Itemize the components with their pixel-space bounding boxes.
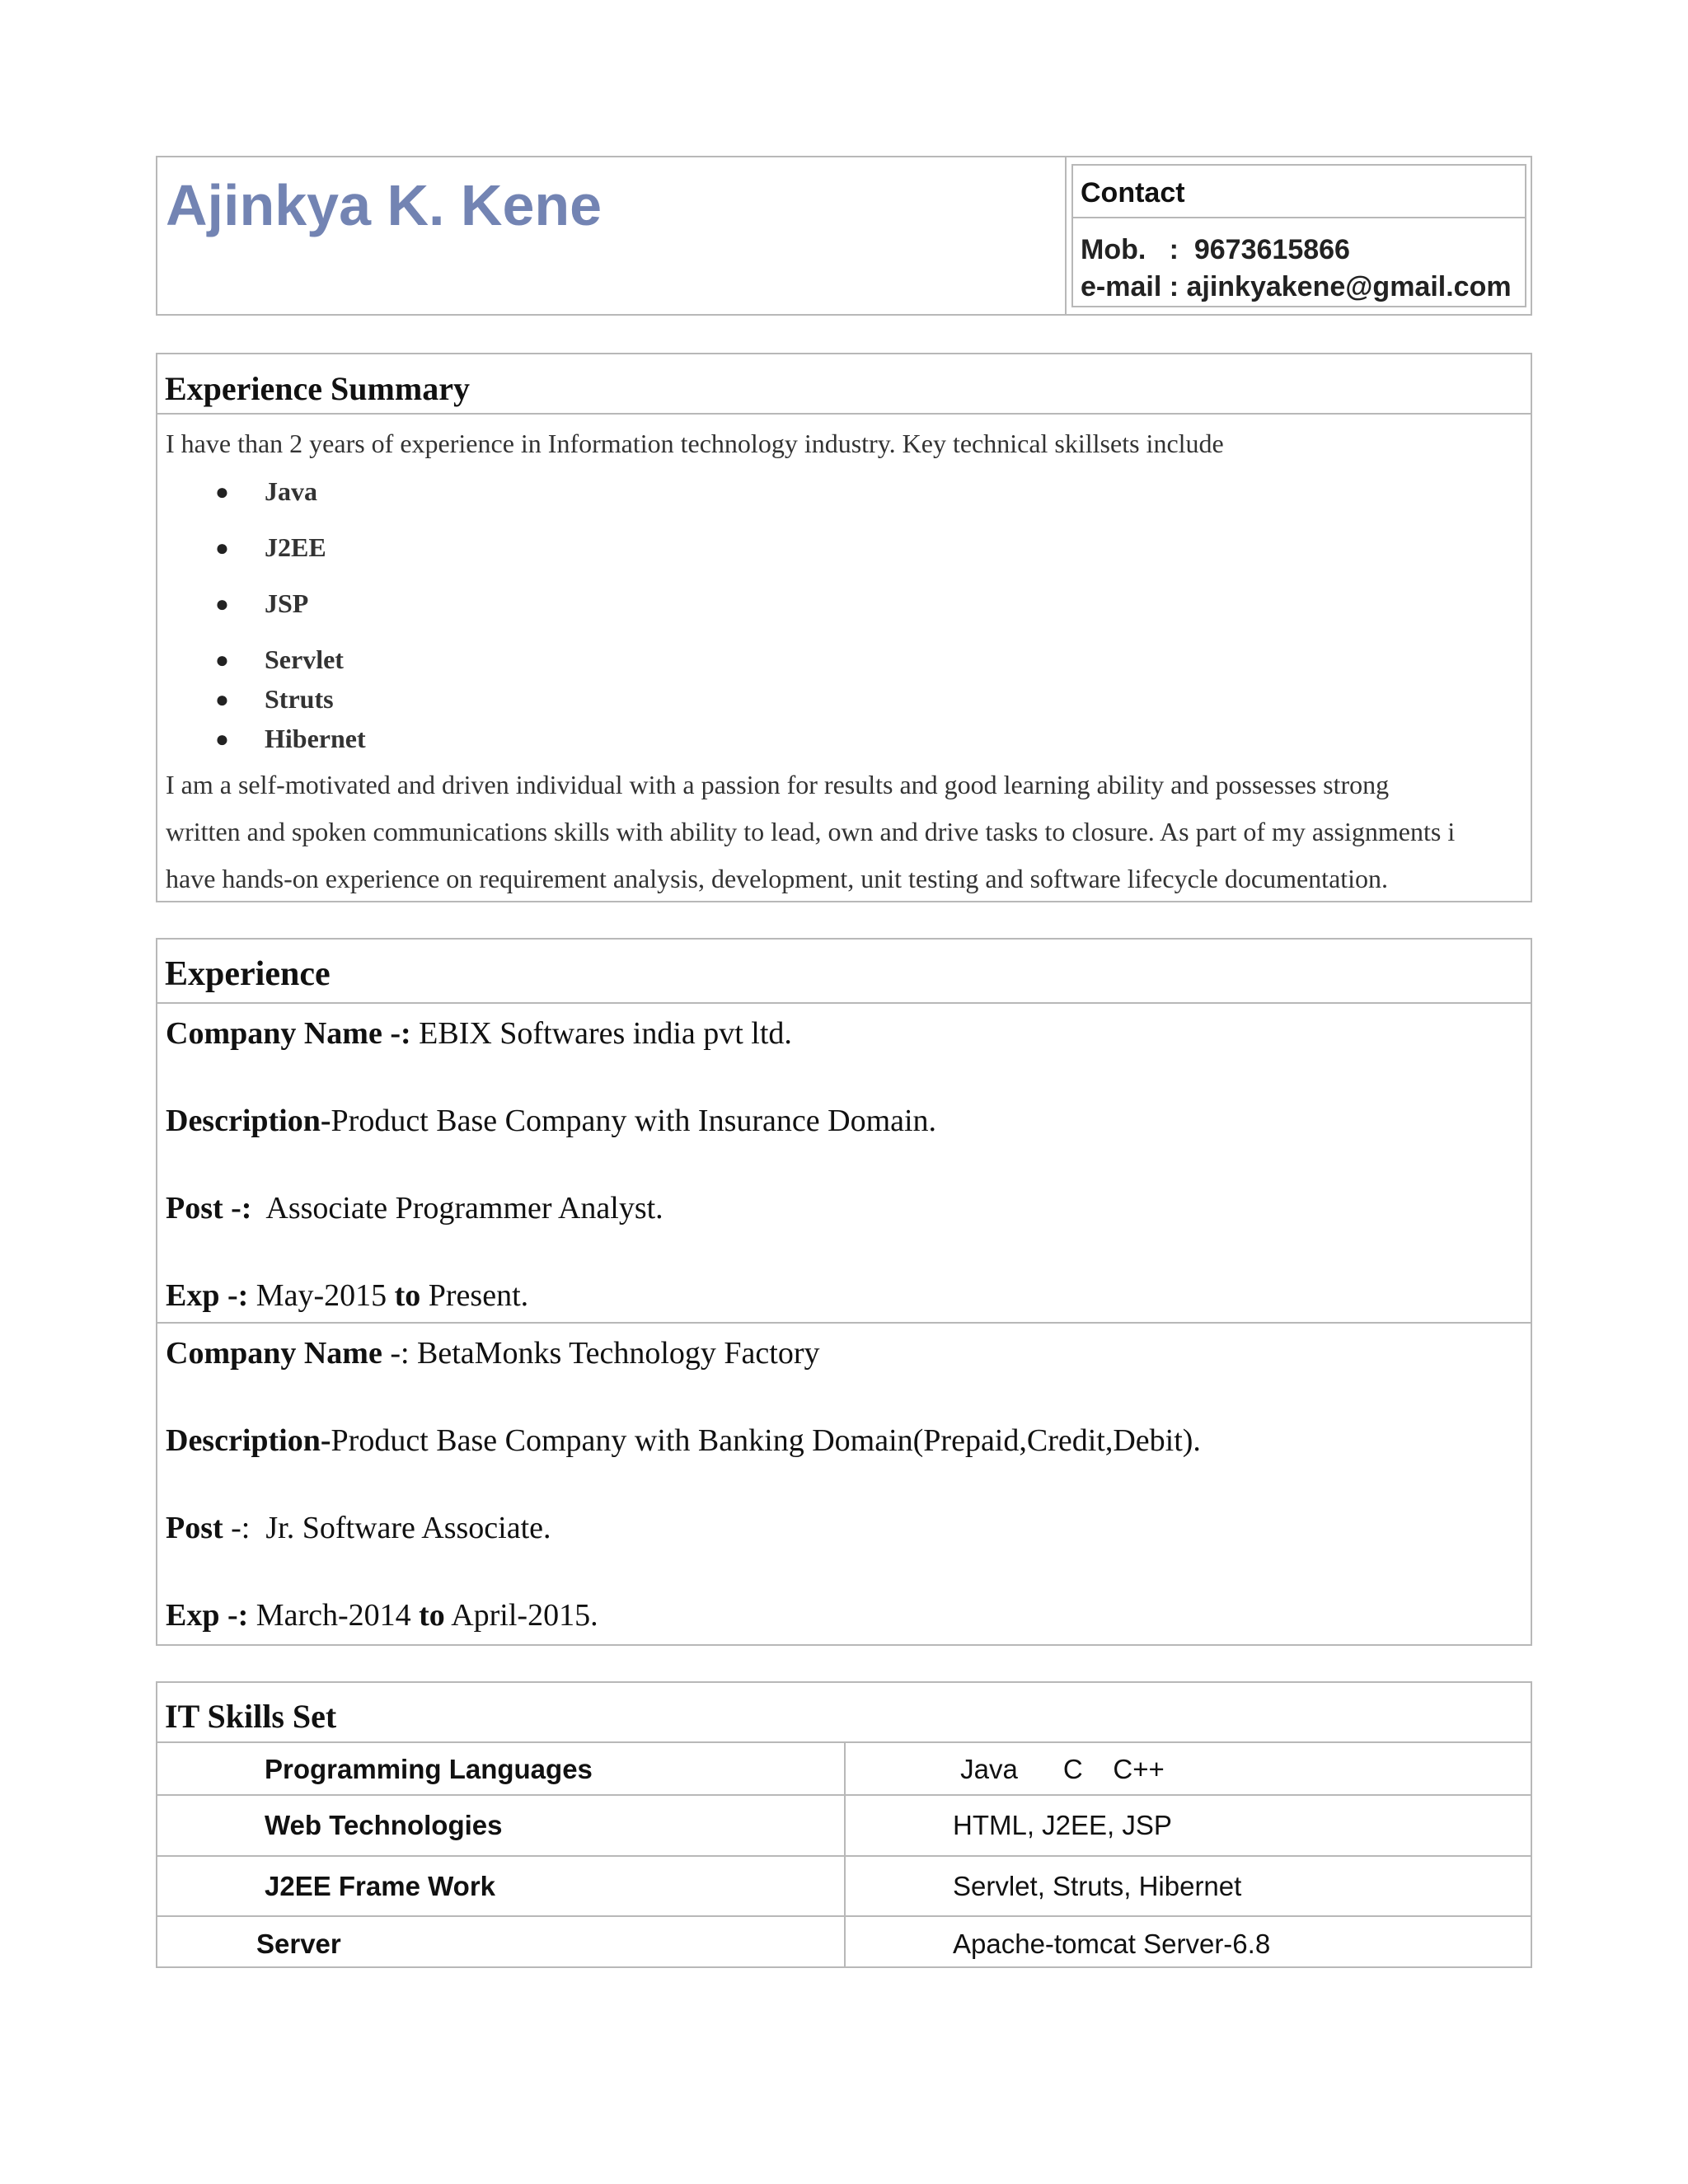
- skill-item: Struts: [265, 684, 334, 714]
- job-description: [166, 1103, 936, 1139]
- column-divider: [844, 1741, 846, 1968]
- skill-category: Web Technologies: [265, 1810, 503, 1840]
- description-value: Product Base Company with Insurance Domain.: [331, 1104, 937, 1138]
- candidate-name: Ajinkya K. Kene: [166, 173, 603, 237]
- summary-paragraph-line: have hands-on experience on requirement analysis, development, unit testing and software lifecycle documentation.: [166, 864, 1389, 893]
- exp-to: April-2015.: [444, 1598, 598, 1633]
- bullet-icon: ●: [215, 592, 229, 617]
- post-label: Post: [166, 1511, 223, 1545]
- job-exp: [166, 1277, 528, 1314]
- bullet-icon: ●: [215, 536, 229, 561]
- job-exp: [166, 1597, 598, 1633]
- skill-item: Hibernet: [265, 724, 366, 753]
- job-company: [166, 1015, 792, 1052]
- post-label: Post -:: [166, 1191, 252, 1226]
- header-section: [156, 156, 1532, 316]
- company-value: -: BetaMonks Technology Factory: [382, 1336, 820, 1371]
- skill-values: HTML, J2EE, JSP: [953, 1810, 1172, 1840]
- exp-to-word: to: [419, 1598, 445, 1633]
- contact-email: e-mail : ajinkyakene@gmail.com: [1081, 271, 1512, 302]
- experience-summary-section: [156, 353, 1532, 902]
- job-post: [166, 1190, 663, 1226]
- exp-label: Exp -:: [166, 1278, 249, 1313]
- company-label: Company Name: [166, 1336, 382, 1371]
- bullet-icon: ●: [215, 480, 229, 505]
- summary-intro: I have than 2 years of experience in Information technology industry. Key technical skillsets include: [166, 429, 1224, 458]
- post-value: -: Jr. Software Associate.: [223, 1511, 551, 1545]
- header-divider: [1065, 157, 1067, 314]
- skill-category: J2EE Frame Work: [265, 1871, 496, 1901]
- bullet-icon: ●: [215, 727, 229, 752]
- section-title-it-skills: IT Skills Set: [165, 1698, 337, 1735]
- section-title-summary: Experience Summary: [165, 370, 470, 407]
- section-title-experience: Experience: [165, 955, 331, 993]
- skill-values: Java C C++: [953, 1754, 1165, 1784]
- job-company: [166, 1335, 820, 1371]
- description-value: Product Base Company with Banking Domain(Prepaid,Credit,Debit).: [331, 1423, 1201, 1458]
- exp-to-word: to: [394, 1278, 421, 1313]
- skill-category: Programming Languages: [265, 1754, 593, 1784]
- job-description: [166, 1422, 1201, 1459]
- contact-mobile: Mob. : 9673615866: [1081, 234, 1350, 265]
- divider: [157, 413, 1531, 415]
- description-label: Description-: [166, 1423, 331, 1458]
- company-label: Company Name -:: [166, 1016, 411, 1051]
- exp-from: March-2014: [248, 1598, 420, 1633]
- summary-paragraph-line: written and spoken communications skills with ability to lead, own and drive tasks to closure. As part of my assignments i: [166, 817, 1456, 846]
- bullet-icon: ●: [215, 687, 229, 713]
- skill-item: JSP: [265, 588, 309, 618]
- divider: [157, 1322, 1531, 1324]
- description-label: Description-: [166, 1104, 331, 1138]
- skill-item: Servlet: [265, 644, 344, 674]
- company-value: EBIX Softwares india pvt ltd.: [410, 1016, 792, 1051]
- divider: [157, 1002, 1531, 1004]
- exp-from: May-2015: [248, 1278, 395, 1313]
- contact-title: Contact: [1073, 166, 1525, 218]
- bullet-icon: ●: [215, 648, 229, 673]
- skill-category: Server: [256, 1929, 341, 1959]
- exp-label: Exp -:: [166, 1598, 249, 1633]
- exp-to: Present.: [420, 1278, 529, 1313]
- skill-item: J2EE: [265, 532, 326, 562]
- experience-section: [156, 938, 1532, 1646]
- skill-values: Servlet, Struts, Hibernet: [953, 1871, 1242, 1901]
- contact-box: [1071, 164, 1526, 307]
- job-post: [166, 1510, 551, 1546]
- skill-values: Apache-tomcat Server-6.8: [953, 1929, 1271, 1959]
- summary-paragraph-line: I am a self-motivated and driven individual with a passion for results and good learning ability and possesses strong: [166, 770, 1390, 799]
- skill-item: Java: [265, 476, 317, 506]
- it-skills-section: [156, 1681, 1532, 1968]
- post-value: Associate Programmer Analyst.: [251, 1191, 663, 1226]
